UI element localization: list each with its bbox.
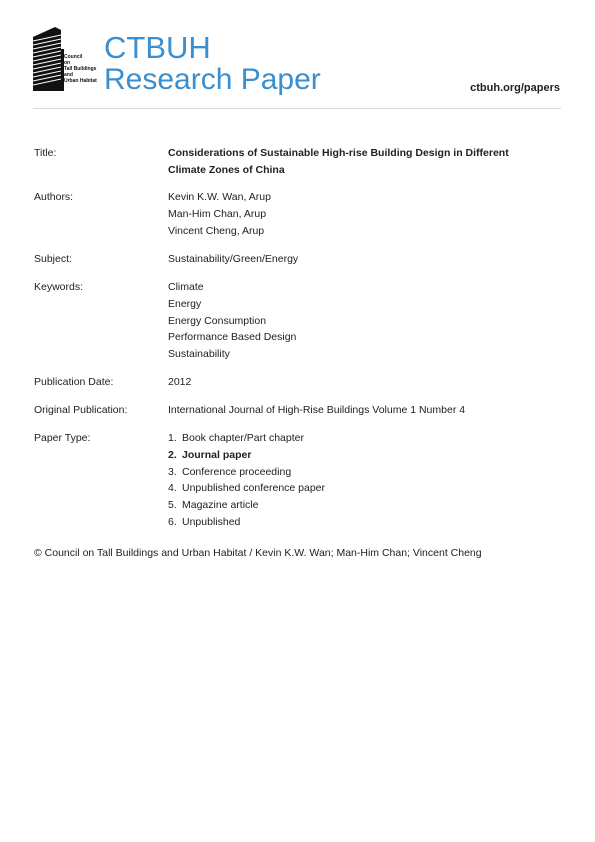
keyword-item: Climate (168, 281, 204, 293)
title-label: Title: (34, 147, 57, 159)
subject-value: Sustainability/Green/Energy (168, 253, 299, 265)
option-text: Unpublished conference paper (182, 482, 326, 495)
logo-org-line: and (64, 72, 73, 79)
page-header (0, 0, 595, 110)
authors-value (168, 189, 548, 239)
option-text: Book chapter/Part chapter (182, 432, 304, 444)
keyword-item: Energy Consumption (168, 314, 267, 327)
brand-subtitle: Research Paper (104, 63, 321, 96)
copyright-notice: © Council on Tall Buildings and Urban Habitat / Kevin K.W. Wan; Man-Him Chan; Vincent Cheng (34, 547, 482, 559)
authors-label: Authors: (34, 191, 74, 203)
option-number: 6. (168, 515, 177, 528)
logo-org-line: Urban Habitat (64, 78, 97, 85)
keywords-label: Keywords: (34, 281, 84, 293)
option-number: 3. (168, 465, 177, 478)
paper-type-option-selected (168, 447, 325, 464)
option-text: Conference proceeding (182, 465, 292, 478)
header-divider (33, 108, 561, 109)
papers-url-link[interactable]: ctbuh.org/papers (470, 82, 560, 94)
brand-title: CTBUH (104, 30, 211, 65)
option-text: Magazine article (182, 499, 259, 512)
subject-label: Subject: (34, 253, 72, 265)
paper-type-list (168, 430, 325, 531)
keyword-item: Sustainability (168, 348, 230, 361)
option-text: Journal paper (182, 448, 252, 461)
paper-type-option (168, 430, 325, 447)
paper-type-option (168, 514, 325, 531)
author-item: Vincent Cheng, Arup (168, 224, 265, 237)
option-number: 1. (168, 432, 177, 444)
option-number: 5. (168, 499, 177, 512)
original-publication-label: Original Publication: (34, 404, 128, 416)
publication-date-value: 2012 (168, 376, 192, 388)
logo-org-line: Tall Buildings (64, 66, 97, 73)
logo-org-name (64, 54, 97, 84)
paper-type-option (168, 480, 325, 497)
author-item: Kevin K.W. Wan, Arup (168, 191, 271, 203)
author-item: Man-Him Chan, Arup (168, 207, 267, 220)
paper-type-option (168, 497, 325, 514)
title-line: Considerations of Sustainable High-rise Building Design in Different (168, 147, 509, 159)
option-text: Unpublished (182, 515, 241, 528)
title-line: Climate Zones of China (168, 163, 285, 176)
option-number: 2. (168, 448, 177, 461)
original-publication-value: International Journal of High-Rise Buildings Volume 1 Number 4 (168, 404, 466, 416)
option-number: 4. (168, 482, 177, 495)
keyword-item: Energy (168, 297, 202, 310)
publication-date-label: Publication Date: (34, 376, 114, 388)
logo-org-line: Council (64, 54, 83, 60)
paper-type-label: Paper Type: (34, 432, 91, 444)
paper-type-option (168, 464, 325, 481)
title-value (168, 145, 548, 179)
logo-org-line: on (64, 60, 71, 67)
keyword-item: Performance Based Design (168, 331, 297, 344)
keywords-value (168, 279, 548, 363)
